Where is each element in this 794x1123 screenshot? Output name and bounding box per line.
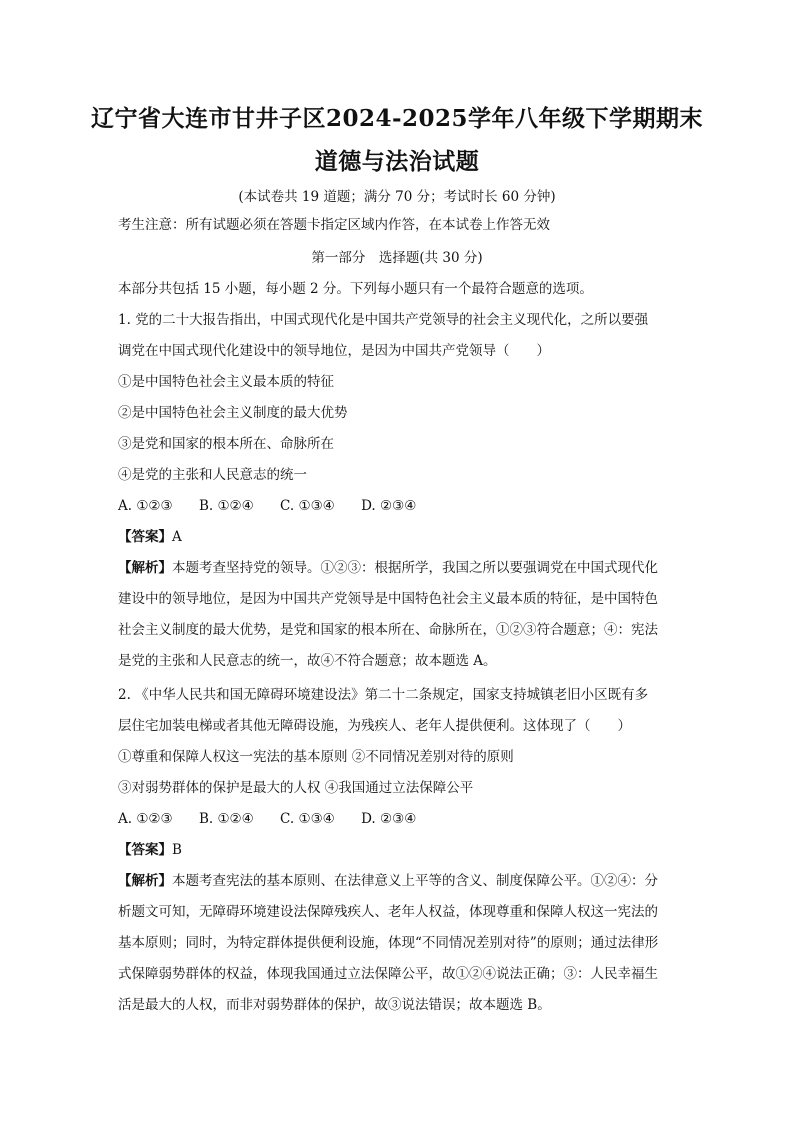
q2-option-d: D. ②③④ [361, 811, 417, 827]
q1-option-d: D. ②③④ [361, 498, 417, 514]
q2-analysis-label: 【解析】 [118, 873, 172, 889]
q1-item: ④是党的主张和人民意志的统一 [118, 467, 307, 483]
q2-stem-line1: 2. 《中华人民共和国无障碍环境建设法》第二十二条规定，国家支持城镇老旧小区既有多 [118, 687, 649, 703]
q2-option-b: B. ①②④ [198, 811, 254, 827]
exam-notice: 考生注意：所有试题必须在答题卡指定区域内作答，在本试卷上作答无效 [118, 217, 550, 233]
section-heading: 第一部分 选择题(共 30 分) [311, 250, 483, 266]
q1-stem-line1: 1. 党的二十大报告指出，中国式现代化是中国共产党领导的社会主义现代化，之所以要强 [118, 312, 649, 328]
q2-option-a: A. ①②③ [118, 811, 173, 827]
section-instruction: 本部分共包括 15 小题，每小题 2 分。下列每小题只有一个最符合题意的选项。 [118, 281, 593, 297]
q1-item: ②是中国特色社会主义制度的最大优势 [118, 405, 348, 421]
q1-stem-line2: 调党在中国式现代化建设中的领导地位，是因为中国共产党领导（ ） [118, 343, 550, 359]
exam-title-line1: 辽宁省大连市甘井子区2024-2025学年八年级下学期期末 [90, 105, 704, 132]
q1-analysis-label: 【解析】 [118, 560, 172, 576]
q1-option-b: B. ①②④ [198, 498, 254, 514]
q2-answer-label: 【答案】 [118, 842, 172, 858]
q2-analysis-text: 本题考查宪法的基本原则、在法律意义上平等的含义、制度保障公平。①②④：分 [172, 873, 658, 889]
q2-answer-value: B [172, 842, 182, 858]
q2-item: ③对弱势群体的保护是最大的人权 ④我国通过立法保障公平 [118, 780, 474, 796]
q1-analysis-line [118, 558, 684, 578]
q2-option-c: C. ①③④ [280, 811, 335, 827]
q2-analysis-line [118, 871, 684, 891]
q2-answer [118, 840, 684, 860]
q2-analysis-line: 式保障弱势群体的权益，体现我国通过立法保障公平，故①②④说法正确；③：人民幸福生 [118, 966, 658, 982]
q2-analysis-line: 基本原则；同时，为特定群体提供便利设施，体现“不同情况差别对待”的原则；通过法律形 [118, 935, 659, 951]
q2-stem-line2: 层住宅加装电梯或者其他无障碍设施，为残疾人、老年人提供便利。这体现了（ ） [118, 718, 631, 734]
q1-item: ①是中国特色社会主义最本质的特征 [118, 374, 334, 390]
q1-analysis-line: 社会主义制度的最大优势，是党和国家的根本所在、命脉所在，①②③符合题意；④：宪法 [118, 622, 658, 638]
q1-analysis-line: 是党的主张和人民意志的统一，故④不符合题意；故本题选 A。 [118, 653, 497, 669]
exam-info: (本试卷共 19 道题；满分 70 分；考试时长 60 分钟) [238, 189, 556, 205]
q1-option-c: C. ①③④ [280, 498, 335, 514]
q1-answer-value: A [172, 529, 182, 545]
q1-option-a: A. ①②③ [118, 498, 173, 514]
q2-options [118, 809, 684, 829]
q1-options [118, 496, 684, 516]
q1-analysis-text: 本题考查坚持党的领导。①②③：根据所学，我国之所以要强调党在中国式现代化 [172, 560, 658, 576]
q2-analysis-line: 活是最大的人权，而非对弱势群体的保护，故③说法错误；故本题选 B。 [118, 997, 551, 1013]
q2-item: ①尊重和保障人权这一宪法的基本原则 ②不同情况差别对待的原则 [118, 749, 514, 765]
q1-answer [118, 527, 684, 547]
q1-item: ③是党和国家的根本所在、命脉所在 [118, 436, 334, 452]
q2-analysis-line: 析题文可知，无障碍环境建设法保障残疾人、老年人权益，体现尊重和保障人权这一宪法的 [118, 904, 658, 920]
q1-answer-label: 【答案】 [118, 529, 172, 545]
exam-title-line2: 道德与法治试题 [314, 148, 480, 175]
q1-analysis-line: 建设中的领导地位，是因为中国共产党领导是中国特色社会主义最本质的特征，是中国特色 [118, 591, 658, 607]
